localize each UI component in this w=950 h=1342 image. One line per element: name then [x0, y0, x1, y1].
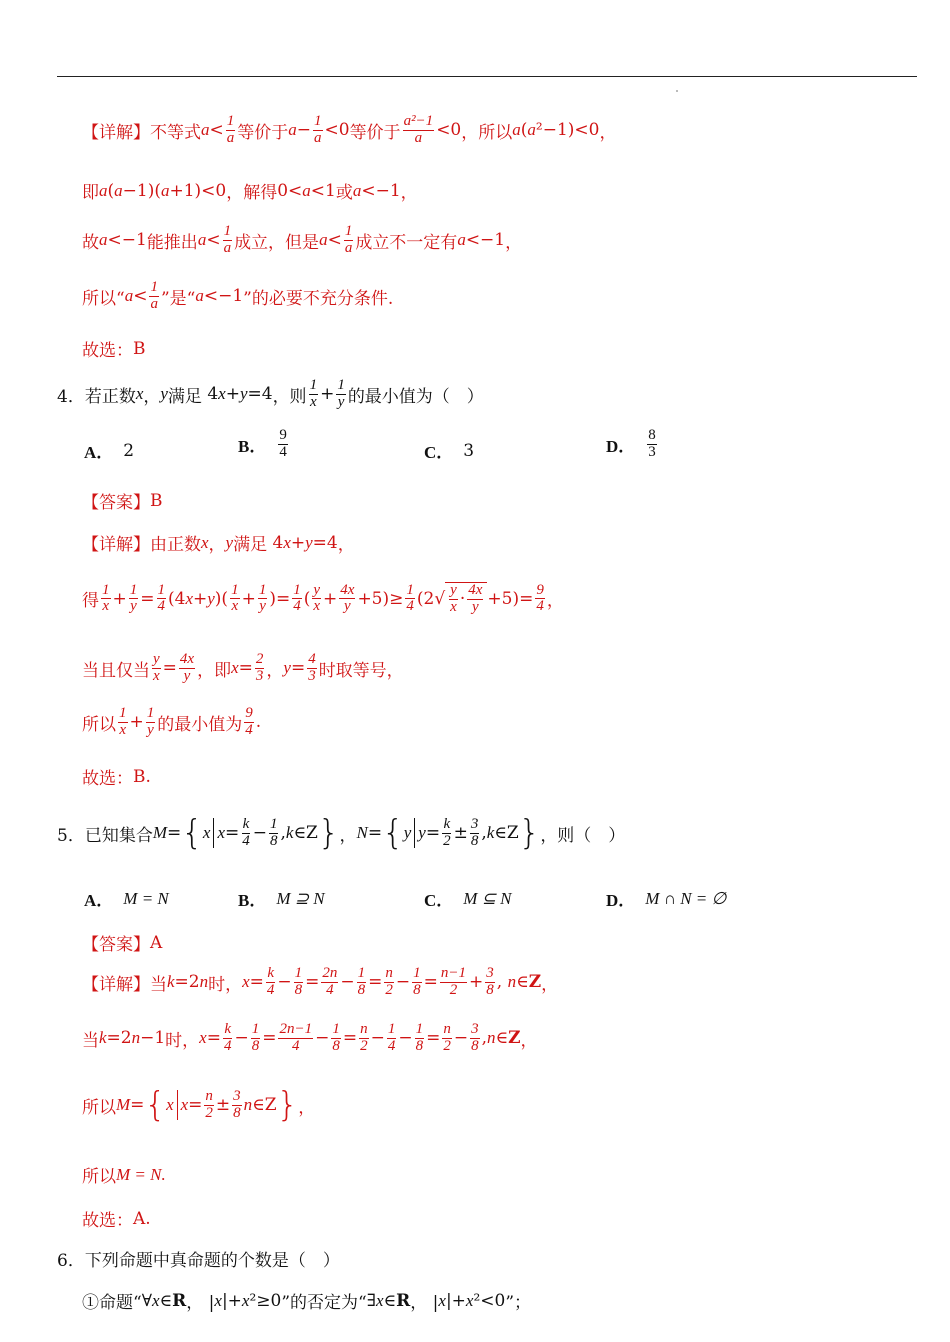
- detail-label: 【详解】: [82, 122, 150, 143]
- q5-detail-line4: 所以 M = N.: [82, 1164, 166, 1187]
- q4-option-b: B． $\frac{9}{4}$: [238, 427, 287, 460]
- q5-option-d: D． M ∩ N = ∅: [606, 888, 727, 910]
- q6-item1: ①命题“ ∀ x ∈ R ， | x |+ x ²≥0 ”的否定为“ ∃ x ∈ R ， | x |+ x ²<0 ”；: [82, 1290, 532, 1313]
- q5-option-b: B． M ⊇ N: [238, 888, 325, 910]
- q5-detail-line2: 当 k =2 n −1 时， x = $\frac{k}{4}$ − $\frac{1}{8}$ = $\frac{2n-1}{4}$ − $\frac{1}{8}$ = $\frac{n}{2}$ − $\frac{1}{4}$ − $\frac{1}{8}$ = $\frac{n}{2}$ − $\frac{3}{8}$ , n ∈ Z ，: [82, 1021, 538, 1054]
- q4-detail-line4: 所以 $\frac{1}{x}$ + $\frac{1}{y}$ 的最小值为 $\frac{9}{4}$ .: [82, 705, 262, 738]
- q5-detail-line3: 所以 M = { x x = $\frac{n}{2}$ ± $\frac{3}{8}$ n ∈Z } ，: [82, 1085, 316, 1125]
- q4-choose-line: 故选： B.: [82, 766, 151, 789]
- q4-option-a: A． 2: [84, 440, 135, 462]
- q4-option-c: C． 3: [424, 440, 475, 462]
- q5-detail-line1: 【详解】 当 k =2 n 时， x = $\frac{k}{4}$ − $\frac{1}{8}$ = $\frac{2n}{4}$ − $\frac{1}{8}$ = $\frac{n}{2}$ − $\frac{1}{8}$ = $\frac{n-1}{2}$ + $\frac{3}{8}$ , n ∈ Z ，: [82, 965, 559, 998]
- q5-option-c: C． M ⊆ N: [424, 888, 512, 910]
- q3-detail-line1: 【详解】 不等式 a < $\frac{1}{a}$ 等价于 a − $\frac{1}{a}$ <0 等价于 $\frac{\text{a²−1}}{a}$ <0 ，所以 a ( a ²−1)<0 ，: [82, 113, 617, 146]
- q4-detail-line2: 得 $\frac{1}{x}$ + $\frac{1}{y}$ = $\frac{1}{4}$ (4 x + y )( $\frac{1}{x}$ + $\frac{1}{y}$ )= $\frac{1}{4}$ ( $\frac{y}{x}$ + $\frac{4x}{y}$ +5)≥ $\frac{1}{4}$ (2√ $\frac{y}{x}$ · $\frac{4x}{y}$ +5)= $\frac{9}{4}$ ，: [82, 581, 564, 615]
- q4-answer: 【答案】 B: [82, 490, 163, 513]
- speck: [676, 90, 678, 92]
- q4-detail-line1: 【详解】 由正数 x ， y 满足 4 x + y =4 ，: [82, 532, 355, 555]
- q4-option-d: D． $\frac{8}{3}$: [606, 427, 656, 460]
- q4-stem: 4． 若正数 x ， y 满足 4 x + y =4 ，则 $\frac{1}{x}$ + $\frac{1}{y}$ 的最小值为（ ）: [57, 377, 484, 410]
- header-rule: [57, 76, 917, 77]
- q3-detail-line3: 故 a <−1 能推出 a < $\frac{1}{a}$ 成立，但是 a < $\frac{1}{a}$ 成立不一定有 a <−1 ，: [82, 223, 523, 256]
- q5-answer: 【答案】 A: [82, 932, 163, 955]
- q4-detail-line3: 当且仅当 $\frac{y}{x}$ = $\frac{4x}{y}$ ，即 x = $\frac{2}{3}$ ， y = $\frac{4}{3}$ 时取等号，: [82, 651, 404, 684]
- q6-stem: 6． 下列命题中真命题的个数是（ ）: [57, 1251, 340, 1271]
- q3-choose-line: 故选： B: [82, 338, 146, 361]
- q5-stem: 5． 已知集合 M = { x x = $\frac{k}{4}$ − $\frac{1}{8}$ , k ∈Z } ， N = { y y = $\frac{k}{2}$ ± $\frac{3}{8}$ , k ∈Z } ，则（ ）: [57, 813, 626, 853]
- q5-choose-line: 故选： A.: [82, 1208, 151, 1231]
- q3-detail-line4: 所以“ a < $\frac{1}{a}$ ”是“ a <−1 ”的必要不充分条件.: [82, 279, 394, 312]
- q5-option-a: A． M = N: [84, 888, 169, 910]
- q3-detail-line2: 即 a ( a −1)( a +1)<0 ，解得 0< a <1 或 a <−1 ，: [82, 180, 418, 203]
